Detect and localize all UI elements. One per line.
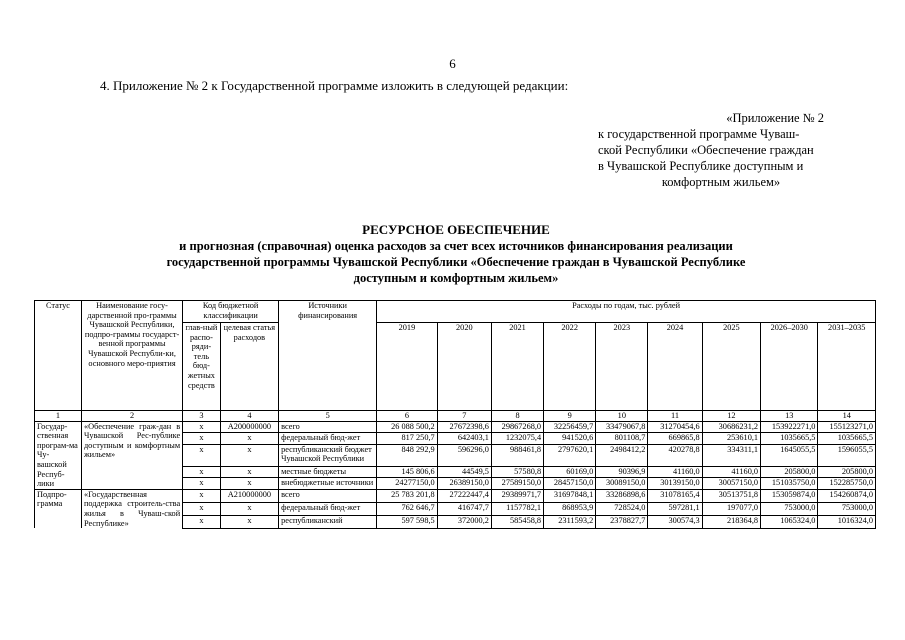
value-cell: 597 598,5 [377, 515, 438, 528]
column-number: 1 [35, 411, 82, 422]
value-cell: 728524,0 [596, 502, 648, 515]
grbs-cell: х [183, 444, 221, 466]
value-cell: 31697848,1 [544, 489, 596, 502]
csr-cell: А210000000 [220, 489, 278, 502]
column-number: 9 [544, 411, 596, 422]
value-cell: 28457150,0 [544, 478, 596, 490]
column-number: 13 [761, 411, 818, 422]
header-year: 2022 [544, 323, 596, 411]
value-cell: 57580,8 [491, 466, 543, 478]
header-csr: целевая статья расходов [220, 323, 278, 411]
annex-line: к государственной программе Чуваш- [598, 127, 800, 141]
value-cell: 27672398,6 [437, 421, 491, 433]
grbs-cell: х [183, 502, 221, 515]
source-cell: республиканский [279, 515, 377, 528]
page-number: 6 [449, 56, 456, 71]
csr-cell: х [220, 478, 278, 490]
value-cell: 30057150,0 [702, 478, 760, 490]
value-cell: 669865,8 [648, 433, 702, 445]
value-cell: 90396,9 [596, 466, 648, 478]
value-cell: 31078165,4 [648, 489, 702, 502]
source-cell: республиканский бюджет Чувашской Республики [279, 444, 377, 466]
value-cell: 2797620,1 [544, 444, 596, 466]
source-cell: федеральный бюд-жет [279, 433, 377, 445]
header-year: 2019 [377, 323, 438, 411]
grbs-cell: х [183, 466, 221, 478]
value-cell: 25 783 201,8 [377, 489, 438, 502]
source-cell: внебюджетные источники [279, 478, 377, 490]
annex-block [598, 110, 844, 190]
value-cell: 205800,0 [818, 466, 876, 478]
value-cell: 155123271,0 [818, 421, 876, 433]
value-cell: 585458,8 [491, 515, 543, 528]
value-cell: 1596055,5 [818, 444, 876, 466]
value-cell: 33479067,8 [596, 421, 648, 433]
header-name: Наименование госу-дарственной про-граммы Чувашской Республики, подпро-граммы государст-венной программы Чувашской Республи-ки, основного меро-приятия [81, 301, 182, 411]
value-cell: 941520,6 [544, 433, 596, 445]
value-cell: 153922271,0 [761, 421, 818, 433]
header-status: Статус [35, 301, 82, 411]
grbs-cell: х [183, 433, 221, 445]
value-cell: 31270454,6 [648, 421, 702, 433]
value-cell: 2498412,2 [596, 444, 648, 466]
value-cell: 2378827,7 [596, 515, 648, 528]
value-cell: 26 088 500,2 [377, 421, 438, 433]
column-number: 2 [81, 411, 182, 422]
value-cell: 1157782,1 [491, 502, 543, 515]
value-cell: 33286898,6 [596, 489, 648, 502]
status-cell: Государ-ственная програм-ма Чу-вашской Респуб-лики [35, 421, 82, 489]
heading-subtitle-line: доступным и комфортным жильем» [353, 271, 559, 285]
csr-cell: х [220, 515, 278, 528]
csr-cell: х [220, 433, 278, 445]
csr-cell: х [220, 444, 278, 466]
value-cell: 30686231,2 [702, 421, 760, 433]
column-number: 11 [648, 411, 702, 422]
header-year: 2021 [491, 323, 543, 411]
source-cell: всего [279, 421, 377, 433]
value-cell: 218364,8 [702, 515, 760, 528]
heading-subtitle-line: государственной программы Чувашской Республики «Обеспечение граждан в Чувашской Республике [166, 255, 746, 269]
source-cell: федеральный бюд-жет [279, 502, 377, 515]
intro-paragraph: 4. Приложение № 2 к Государственной программе изложить в следующей редакции: [100, 78, 569, 93]
value-cell: 253610,1 [702, 433, 760, 445]
header-year: 2026–2030 [761, 323, 818, 411]
value-cell: 1016324,0 [818, 515, 876, 528]
value-cell: 334311,1 [702, 444, 760, 466]
value-cell: 642403,1 [437, 433, 491, 445]
csr-cell: А200000000 [220, 421, 278, 433]
value-cell: 32256459,7 [544, 421, 596, 433]
value-cell: 41160,0 [648, 466, 702, 478]
value-cell: 868953,9 [544, 502, 596, 515]
value-cell: 1065324,0 [761, 515, 818, 528]
value-cell: 372000,2 [437, 515, 491, 528]
value-cell: 416747,7 [437, 502, 491, 515]
column-number: 10 [596, 411, 648, 422]
header-year: 2025 [702, 323, 760, 411]
value-cell: 44549,5 [437, 466, 491, 478]
document-heading [100, 222, 812, 286]
column-number: 6 [377, 411, 438, 422]
heading-title: РЕСУРСНОЕ ОБЕСПЕЧЕНИЕ [362, 222, 550, 237]
header-sources: Источники финансирования [279, 301, 377, 411]
value-cell: 1645055,5 [761, 444, 818, 466]
value-cell: 1035665,5 [761, 433, 818, 445]
value-cell: 27589150,0 [491, 478, 543, 490]
value-cell: 753000,0 [761, 502, 818, 515]
header-budget-code: Код бюджетной классификации [183, 301, 279, 323]
value-cell: 41160,0 [702, 466, 760, 478]
value-cell: 29867268,0 [491, 421, 543, 433]
value-cell: 848 292,9 [377, 444, 438, 466]
value-cell: 60169,0 [544, 466, 596, 478]
value-cell: 420278,8 [648, 444, 702, 466]
column-number-row [35, 411, 876, 422]
value-cell: 1232075,4 [491, 433, 543, 445]
value-cell: 2311593,2 [544, 515, 596, 528]
header-expenses: Расходы по годам, тыс. рублей [377, 301, 876, 323]
header-year: 2024 [648, 323, 702, 411]
program-name-cell: «Обеспечение граж-дан в Чувашской Рес-публике доступным и комфортным жильем» [81, 421, 182, 489]
annex-line: в Чувашской Республике доступным и [598, 159, 804, 173]
value-cell: 30139150,0 [648, 478, 702, 490]
heading-subtitle-line: и прогнозная (справочная) оценка расходов за счет всех источников финансирования реализации [179, 239, 733, 253]
header-grbs: глав-ный распо-ряди-тель бюд-жетных средств [183, 323, 221, 411]
grbs-cell: х [183, 515, 221, 528]
source-cell: местные бюджеты [279, 466, 377, 478]
csr-cell: х [220, 466, 278, 478]
value-cell: 153059874,0 [761, 489, 818, 502]
status-cell: Подпро-грамма [35, 489, 82, 528]
grbs-cell: х [183, 478, 221, 490]
source-cell: всего [279, 489, 377, 502]
value-cell: 801108,7 [596, 433, 648, 445]
column-number: 8 [491, 411, 543, 422]
header-year: 2020 [437, 323, 491, 411]
value-cell: 152285750,0 [818, 478, 876, 490]
column-number: 5 [279, 411, 377, 422]
value-cell: 27222447,4 [437, 489, 491, 502]
value-cell: 817 250,7 [377, 433, 438, 445]
value-cell: 597281,1 [648, 502, 702, 515]
annex-line: ской Республики «Обеспечение граждан [598, 143, 814, 157]
column-number: 3 [183, 411, 221, 422]
value-cell: 30089150,0 [596, 478, 648, 490]
value-cell: 988461,8 [491, 444, 543, 466]
value-cell: 154260874,0 [818, 489, 876, 502]
csr-cell: х [220, 502, 278, 515]
value-cell: 300574,3 [648, 515, 702, 528]
value-cell: 24277150,0 [377, 478, 438, 490]
value-cell: 596296,0 [437, 444, 491, 466]
header-year: 2023 [596, 323, 648, 411]
column-number: 12 [702, 411, 760, 422]
header-year: 2031–2035 [818, 323, 876, 411]
program-name-cell: «Государственная поддержка строитель-ства жилья в Чуваш-ской Республике» [81, 489, 182, 528]
value-cell: 29389971,7 [491, 489, 543, 502]
column-number: 4 [220, 411, 278, 422]
grbs-cell: х [183, 421, 221, 433]
value-cell: 762 646,7 [377, 502, 438, 515]
value-cell: 30513751,8 [702, 489, 760, 502]
value-cell: 151035750,0 [761, 478, 818, 490]
annex-title: «Приложение № 2 [726, 111, 824, 125]
table-row [35, 489, 876, 502]
value-cell: 26389150,0 [437, 478, 491, 490]
table-row [35, 421, 876, 433]
column-number: 14 [818, 411, 876, 422]
value-cell: 197077,0 [702, 502, 760, 515]
value-cell: 145 806,6 [377, 466, 438, 478]
resource-table [34, 300, 876, 529]
value-cell: 753000,0 [818, 502, 876, 515]
column-number: 7 [437, 411, 491, 422]
value-cell: 205800,0 [761, 466, 818, 478]
annex-line: комфортным жильем» [661, 175, 781, 189]
grbs-cell: х [183, 489, 221, 502]
table-header-row [35, 301, 876, 323]
value-cell: 1035665,5 [818, 433, 876, 445]
